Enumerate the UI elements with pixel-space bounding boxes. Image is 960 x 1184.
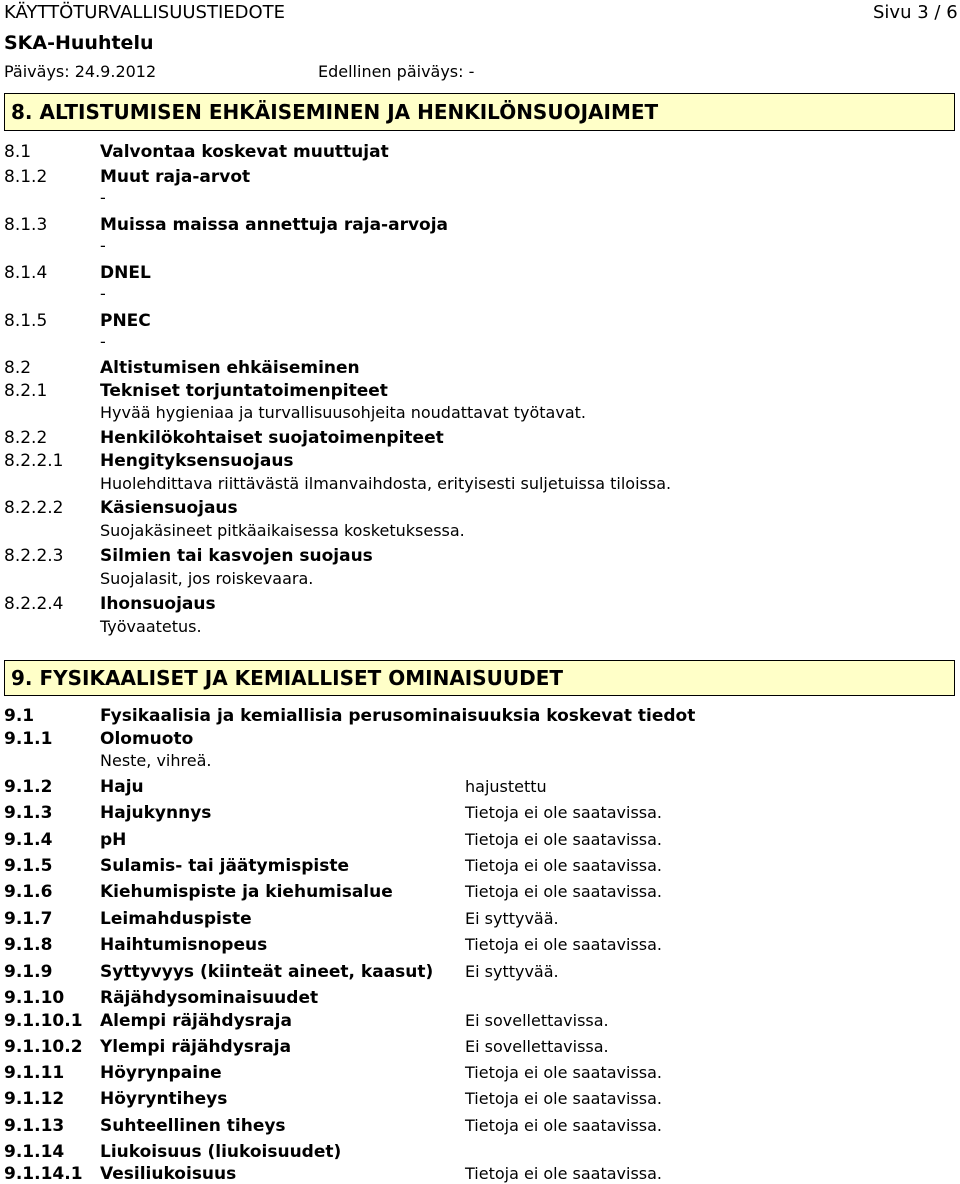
item-number: 9.1.13 <box>4 1116 65 1136</box>
item-value: Tietoja ei ole saatavissa. <box>465 803 663 822</box>
item-title: Muissa maissa annettuja raja-arvoja <box>100 215 449 235</box>
item-number: 8.2 <box>4 358 32 378</box>
item-number: 9.1.14 <box>4 1142 65 1162</box>
item-number: 8.2.2.4 <box>4 594 64 614</box>
item-title: Sulamis- tai jäätymispiste <box>100 856 350 876</box>
item-title: Valvontaa koskevat muuttujat <box>100 142 389 162</box>
item-number: 9.1.4 <box>4 830 53 850</box>
item-value: Tietoja ei ole saatavissa. <box>465 856 663 875</box>
item-number: 9.1.14.1 <box>4 1164 83 1184</box>
item-text: Työvaatetus. <box>100 617 202 636</box>
item-number: 8.1.5 <box>4 311 48 331</box>
item-title: Syttyvyys (kiinteät aineet, kaasut) <box>100 962 434 982</box>
item-title: Suhteellinen tiheys <box>100 1116 286 1136</box>
item-title: Ihonsuojaus <box>100 594 216 614</box>
item-title: Haihtumisnopeus <box>100 935 268 955</box>
item-number: 8.2.2 <box>4 428 48 448</box>
item-number: 9.1.10.1 <box>4 1011 83 1031</box>
item-number: 8.1.2 <box>4 167 48 187</box>
item-text: - <box>100 188 106 207</box>
item-number: 8.1.4 <box>4 263 48 283</box>
item-value: Ei syttyvää. <box>465 909 559 928</box>
item-value: Ei sovellettavissa. <box>465 1037 609 1056</box>
item-number: 8.1 <box>4 142 32 162</box>
item-text: - <box>100 332 106 351</box>
item-title: pH <box>100 830 127 850</box>
section-8-heading: 8. ALTISTUMISEN EHKÄISEMINEN JA HENKILÖNSUOJAIMET <box>4 93 955 131</box>
item-title: DNEL <box>100 263 151 283</box>
item-number: 9.1.11 <box>4 1063 65 1083</box>
item-title: Silmien tai kasvojen suojaus <box>100 546 373 566</box>
item-value: hajustettu <box>465 777 547 796</box>
item-title: Ylempi räjähdysraja <box>100 1037 292 1057</box>
item-text: Neste, vihreä. <box>100 751 212 770</box>
item-number: 9.1.5 <box>4 856 53 876</box>
item-number: 8.1.3 <box>4 215 48 235</box>
item-number: 9.1 <box>4 706 35 726</box>
item-title: Höyryntiheys <box>100 1089 228 1109</box>
product-name: SKA-Huuhtelu <box>4 32 154 54</box>
item-number: 9.1.7 <box>4 909 53 929</box>
item-number: 9.1.10 <box>4 988 65 1008</box>
item-title: Olomuoto <box>100 729 194 749</box>
item-value: Tietoja ei ole saatavissa. <box>465 935 663 954</box>
item-title: Muut raja-arvot <box>100 167 251 187</box>
page-label: Sivu <box>873 2 912 23</box>
item-text: - <box>100 236 106 255</box>
page-separator: / <box>934 2 941 23</box>
item-number: 9.1.8 <box>4 935 53 955</box>
page-indicator <box>873 2 958 23</box>
item-text: Huolehdittava riittävästä ilmanvaihdosta, erityisesti suljetuissa tiloissa. <box>100 474 672 493</box>
item-number: 9.1.12 <box>4 1089 65 1109</box>
item-title: Höyrynpaine <box>100 1063 222 1083</box>
item-value: Tietoja ei ole saatavissa. <box>465 1089 663 1108</box>
section-9-heading: 9. FYSIKAALISET JA KEMIALLISET OMINAISUUDET <box>4 660 955 696</box>
item-number: 8.2.2.3 <box>4 546 64 566</box>
item-number: 8.2.1 <box>4 381 48 401</box>
item-title: Tekniset torjuntatoimenpiteet <box>100 381 388 401</box>
item-text: Suojakäsineet pitkäaikaisessa kosketuksessa. <box>100 521 465 540</box>
item-number: 8.2.2.1 <box>4 451 64 471</box>
item-number: 9.1.3 <box>4 803 53 823</box>
item-title: Kiehumispiste ja kiehumisalue <box>100 882 393 902</box>
item-title: Liukoisuus (liukoisuudet) <box>100 1142 342 1162</box>
previous-date: Edellinen päiväys: - <box>318 62 475 81</box>
item-title: PNEC <box>100 311 151 331</box>
issue-date: Päiväys: 24.9.2012 <box>4 62 157 81</box>
item-number: 9.1.1 <box>4 729 53 749</box>
item-number: 9.1.9 <box>4 962 53 982</box>
item-title: Hajukynnys <box>100 803 212 823</box>
item-title: Hengityksensuojaus <box>100 451 294 471</box>
item-title: Haju <box>100 777 144 797</box>
item-value: Tietoja ei ole saatavissa. <box>465 830 663 849</box>
item-title: Henkilökohtaiset suojatoimenpiteet <box>100 428 444 448</box>
page-current: 3 <box>917 2 929 23</box>
item-number: 9.1.2 <box>4 777 53 797</box>
item-text: Suojalasit, jos roiskevaara. <box>100 569 314 588</box>
item-title: Käsiensuojaus <box>100 498 238 518</box>
item-value: Tietoja ei ole saatavissa. <box>465 1164 663 1183</box>
item-value: Tietoja ei ole saatavissa. <box>465 882 663 901</box>
item-number: 9.1.6 <box>4 882 53 902</box>
item-value: Ei syttyvää. <box>465 962 559 981</box>
item-title: Räjähdysominaisuudet <box>100 988 319 1008</box>
item-text: - <box>100 284 106 303</box>
item-title: Altistumisen ehkäiseminen <box>100 358 360 378</box>
item-value: Ei sovellettavissa. <box>465 1011 609 1030</box>
item-title: Alempi räjähdysraja <box>100 1011 292 1031</box>
item-title: Fysikaalisia ja kemiallisia perusominaisuuksia koskevat tiedot <box>100 706 696 726</box>
item-value: Tietoja ei ole saatavissa. <box>465 1116 663 1135</box>
item-number: 8.2.2.2 <box>4 498 64 518</box>
page-total: 6 <box>946 2 958 23</box>
item-value: Tietoja ei ole saatavissa. <box>465 1063 663 1082</box>
item-text: Hyvää hygieniaa ja turvallisuusohjeita noudattavat työtavat. <box>100 403 586 422</box>
document-title: KÄYTTÖTURVALLISUUSTIEDOTE <box>4 2 286 23</box>
item-number: 9.1.10.2 <box>4 1037 83 1057</box>
item-title: Leimahduspiste <box>100 909 252 929</box>
item-title: Vesiliukoisuus <box>100 1164 237 1184</box>
